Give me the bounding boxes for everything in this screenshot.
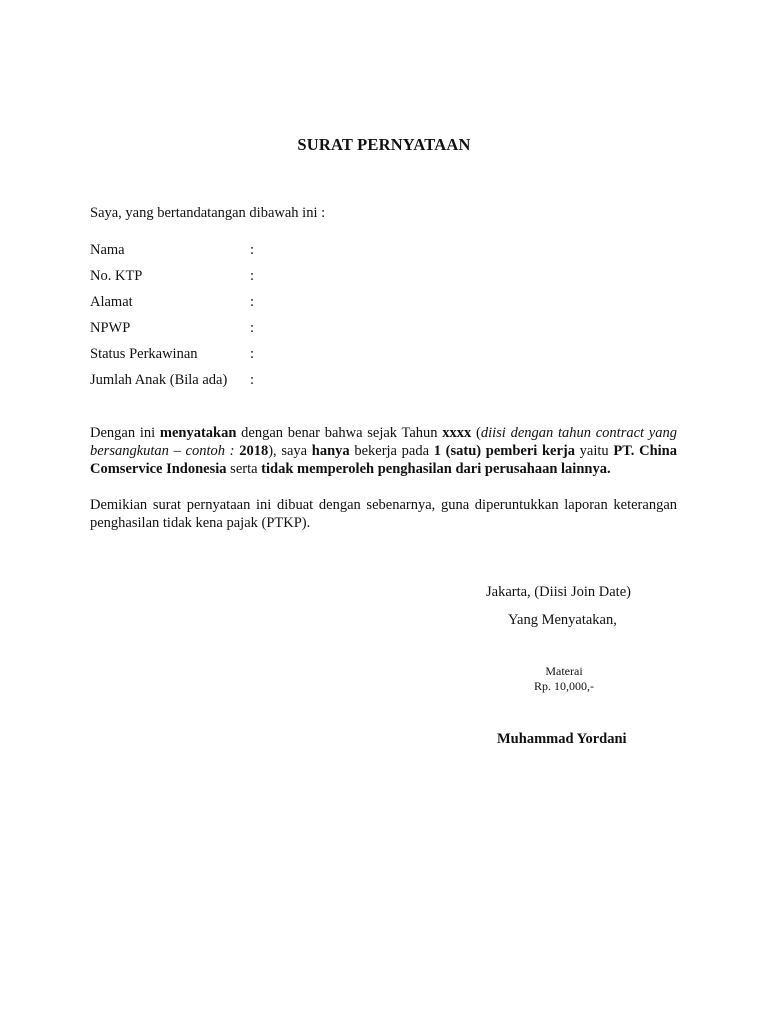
stamp-duty-placeholder — [514, 664, 614, 694]
field-colon: : — [250, 320, 255, 336]
field-label: Status Perkawinan — [90, 346, 198, 362]
field-row-npwp — [90, 318, 260, 344]
field-colon: : — [250, 242, 255, 258]
stamp-label: Materai — [545, 664, 583, 678]
signer-name: Muhammad Yordani — [497, 731, 627, 747]
field-label: No. KTP — [90, 268, 143, 284]
statement-paragraph — [90, 424, 677, 478]
example-year: 2018 — [239, 443, 269, 459]
text-segment: serta — [226, 461, 262, 477]
field-row-children — [90, 370, 260, 396]
stamp-amount: Rp. 10,000,- — [534, 679, 594, 693]
field-label: NPWP — [90, 320, 131, 336]
field-label: Jumlah Anak (Bila ada) — [90, 372, 228, 388]
city-date: Jakarta, (Diisi Join Date) — [486, 584, 631, 600]
field-label: Nama — [90, 242, 125, 258]
field-row-address — [90, 292, 260, 318]
text-segment-bold: hanya — [311, 443, 350, 459]
text-segment: Dengan ini — [90, 425, 160, 441]
text-segment: dengan benar bahwa sejak Tahun — [236, 425, 443, 441]
text-segment: ), saya — [268, 443, 312, 459]
declarer-label: Yang Menyatakan, — [508, 612, 617, 628]
field-colon: : — [250, 346, 255, 362]
field-label: Alamat — [90, 294, 133, 310]
field-colon: : — [250, 268, 255, 284]
year-placeholder: xxxx — [442, 425, 472, 441]
text-segment: yaitu — [575, 443, 614, 459]
field-row-ktp — [90, 266, 260, 292]
field-row-marital-status — [90, 344, 260, 370]
intro-text: Saya, yang bertandatangan dibawah ini : — [90, 205, 326, 221]
document-title: SURAT PERNYATAAN — [297, 135, 471, 154]
text-segment-bold: tidak memperoleh penghasilan dari perusahaan lainnya. — [261, 461, 611, 477]
field-colon: : — [250, 372, 255, 388]
text-segment-italic: diisi dengan tahun contract yang bersangkutan – contoh : — [90, 425, 677, 459]
identity-fields — [90, 240, 260, 396]
field-colon: : — [250, 294, 255, 310]
closing-paragraph: Demikian surat pernyataan ini dibuat dengan sebenarnya, guna diperuntukkan laporan keterangan penghasilan tidak kena pajak (PTKP). — [90, 497, 677, 531]
text-segment-bold: menyatakan — [159, 425, 237, 441]
text-segment: bekerja pada — [349, 443, 434, 459]
text-segment: ( — [471, 425, 481, 441]
field-row-name — [90, 240, 260, 266]
text-segment-bold: 1 (satu) pemberi kerja — [433, 443, 575, 459]
company-name: PT. China Comservice Indonesia — [90, 443, 677, 477]
